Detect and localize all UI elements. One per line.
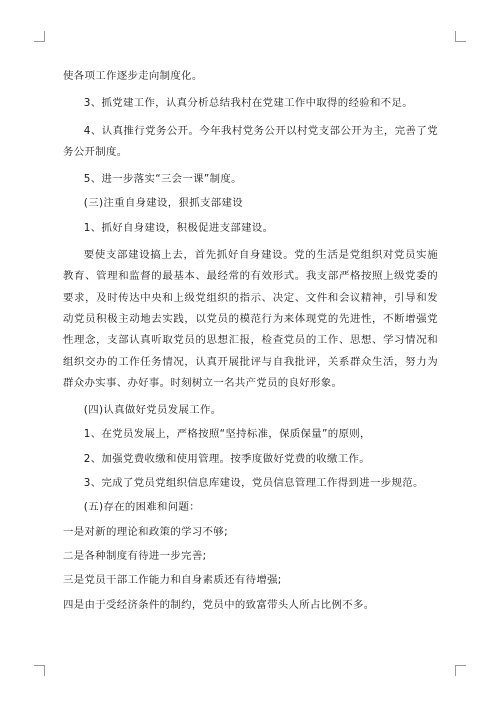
paragraph-sub-item-2: 2、加强党费收缴和使用管理。按季度做好党费的收缴工作。 bbox=[83, 452, 371, 465]
document-body bbox=[63, 66, 438, 616]
paragraph-sub-item-1: 1、抓好自身建设，积极促进支部建设。 bbox=[83, 221, 274, 234]
section-heading-5: (五)存在的困难和问题： bbox=[83, 501, 201, 514]
problem-item-2: 二是各种制度有待进一步完善; bbox=[63, 549, 207, 562]
section-heading-4: (四)认真做好党员发展工作。 bbox=[83, 404, 222, 417]
page-corner-top-right bbox=[455, 31, 466, 42]
paragraph-continuation: 使各项工作逐步走向制度化。 bbox=[63, 70, 203, 82]
page-corner-bottom-right bbox=[455, 665, 466, 676]
page-corner-top-left bbox=[34, 31, 45, 42]
paragraph-sub-item-1b: 1、在党员发展上，严格按照“坚持标准，保质保量”的原则， bbox=[83, 428, 371, 441]
problem-item-1: 一是对新的理论和政策的学习不够; bbox=[63, 525, 228, 538]
paragraph-item-5: 5、进一步落实“三会一课”制度。 bbox=[83, 173, 242, 186]
paragraph-sub-item-3: 3、完成了党员党组织信息库建设，党员信息管理工作得到进一步规范。 bbox=[83, 477, 424, 490]
page-corner-bottom-left bbox=[34, 665, 45, 676]
section-heading-3: (三)注重自身建设，狠抓支部建设 bbox=[83, 197, 243, 210]
paragraph-body-text: 要使支部建设搞上去，首先抓好自身建设。党的生活是党组织对党员实施教育、管理和监督的最基本、最经常的有效形式。我支部严格按照上级党委的要求，及时传达中央和上级党组织的指示、决定、文件和会议精神，引导和发动党员积极主动地去实践，以党员的模范行为来体现党的先进性，不断增强党性理念，支部认真听取党员的思想汇报，检查党员的工作、思想、学习情况和组织交办的工作任务情况，认真开展批评与自我批评，关系群众生活，努力为群众办实事、办好事。时刻树立一名共产党员的良好形象。 bbox=[63, 249, 438, 389]
problem-item-3: 三是党员干部工作能力和自身素质还有待增强; bbox=[63, 574, 282, 587]
paragraph-item-4: 4、认真推行党务公开。今年我村党务公开以村党支部公开为主，完善了党务公开制度。 bbox=[63, 124, 438, 158]
problem-item-4: 四是由于受经济条件的制约，党员中的致富带头人所占比例不多。 bbox=[63, 598, 375, 611]
paragraph-item-3: 3、抓党建工作，认真分析总结我村在党建工作中取得的经验和不足。 bbox=[83, 97, 413, 110]
